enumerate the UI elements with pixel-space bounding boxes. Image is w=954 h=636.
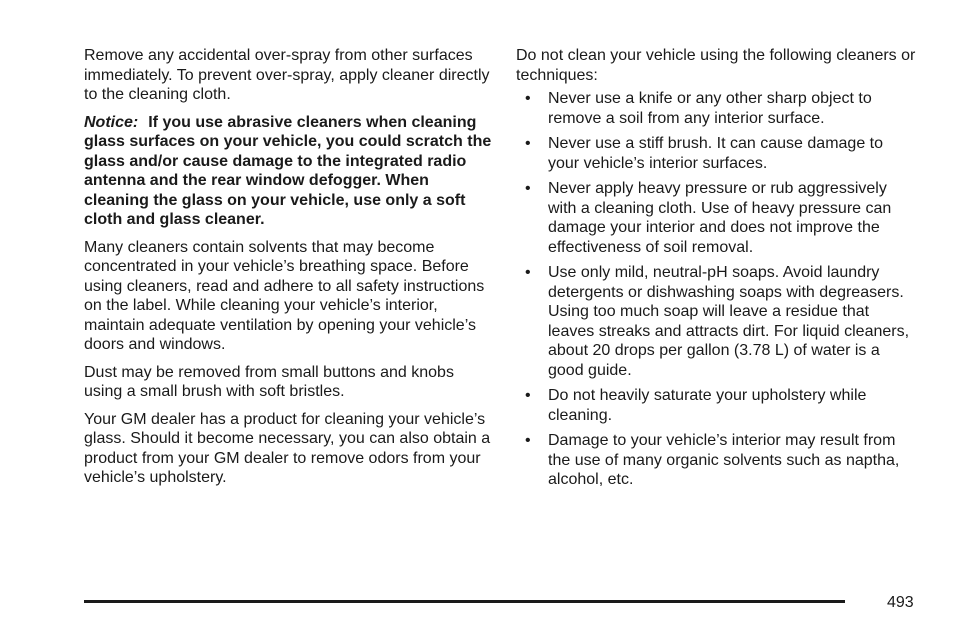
footer-rule — [84, 600, 845, 603]
bullet-icon: • — [525, 264, 531, 281]
list-item — [516, 179, 916, 257]
notice-text: If you use abrasive cleaners when cleaning glass surfaces on your vehicle, you could scratch the glass and/or cause damage to the integrated radio antenna and the rear window defogger. When cleaning the glass on your vehicle, use only a soft cloth and glass cleaner. — [84, 113, 492, 228]
list-item-text: Do not heavily saturate your upholstery while cleaning. — [548, 387, 867, 424]
paragraph-overspray: Remove any accidental over-spray from other surfaces immediately. To prevent over-spray, apply cleaner directly to the cleaning cloth. — [84, 47, 490, 103]
bullet-icon: • — [525, 180, 531, 197]
list-item-text: Never apply heavy pressure or rub aggressively with a cleaning cloth. Use of heavy pressure can damage your interior and does not improve the effectiveness of soil removal. — [548, 180, 892, 256]
right-column — [516, 46, 916, 496]
bullet-icon: • — [525, 135, 531, 152]
bullet-icon: • — [525, 387, 531, 404]
list-item — [516, 263, 916, 380]
paragraph-do-not-clean: Do not clean your vehicle using the following cleaners or techniques: — [516, 47, 916, 84]
list-item — [516, 134, 916, 173]
paragraph-solvents: Many cleaners contain solvents that may become concentrated in your vehicle’s breathing space. Before using cleaners, read and adhere to all safety instructions on the label. While cleaning your vehicle’s interior, maintain adequate ventilation by opening your vehicle’s doors and windows. — [84, 238, 485, 353]
list-item — [516, 431, 916, 490]
paragraph-gm-dealer: Your GM dealer has a product for cleaning your vehicle’s glass. Should it become necessary, you can also obtain a product from your GM dealer to remove odors from your vehicle’s upholstery. — [84, 410, 491, 486]
list-item-text: Use only mild, neutral-pH soaps. Avoid laundry detergents or dishwashing soaps with degreasers. Using too much soap will leave a residue that leaves streaks and attracts dirt. For liquid cleaners, about 20 drops per gallon (3.78 L) of water is a good guide. — [548, 264, 910, 379]
list-item-text: Never use a stiff brush. It can cause damage to your vehicle’s interior surfaces. — [548, 135, 883, 172]
page-number: 493 — [887, 594, 914, 611]
notice-label: Notice: — [84, 113, 139, 131]
cleaning-warnings-list — [516, 89, 916, 490]
left-column — [84, 46, 494, 496]
bullet-icon: • — [525, 432, 531, 449]
list-item — [516, 89, 916, 128]
list-item-text: Damage to your vehicle’s interior may result from the use of many organic solvents such as naptha, alcohol, etc. — [548, 432, 900, 488]
list-item — [516, 386, 916, 425]
paragraph-dust: Dust may be removed from small buttons and knobs using a small brush with soft bristles. — [84, 363, 454, 400]
bullet-icon: • — [525, 90, 531, 107]
list-item-text: Never use a knife or any other sharp object to remove a soil from any interior surface. — [548, 90, 872, 127]
notice-paragraph — [84, 113, 494, 230]
